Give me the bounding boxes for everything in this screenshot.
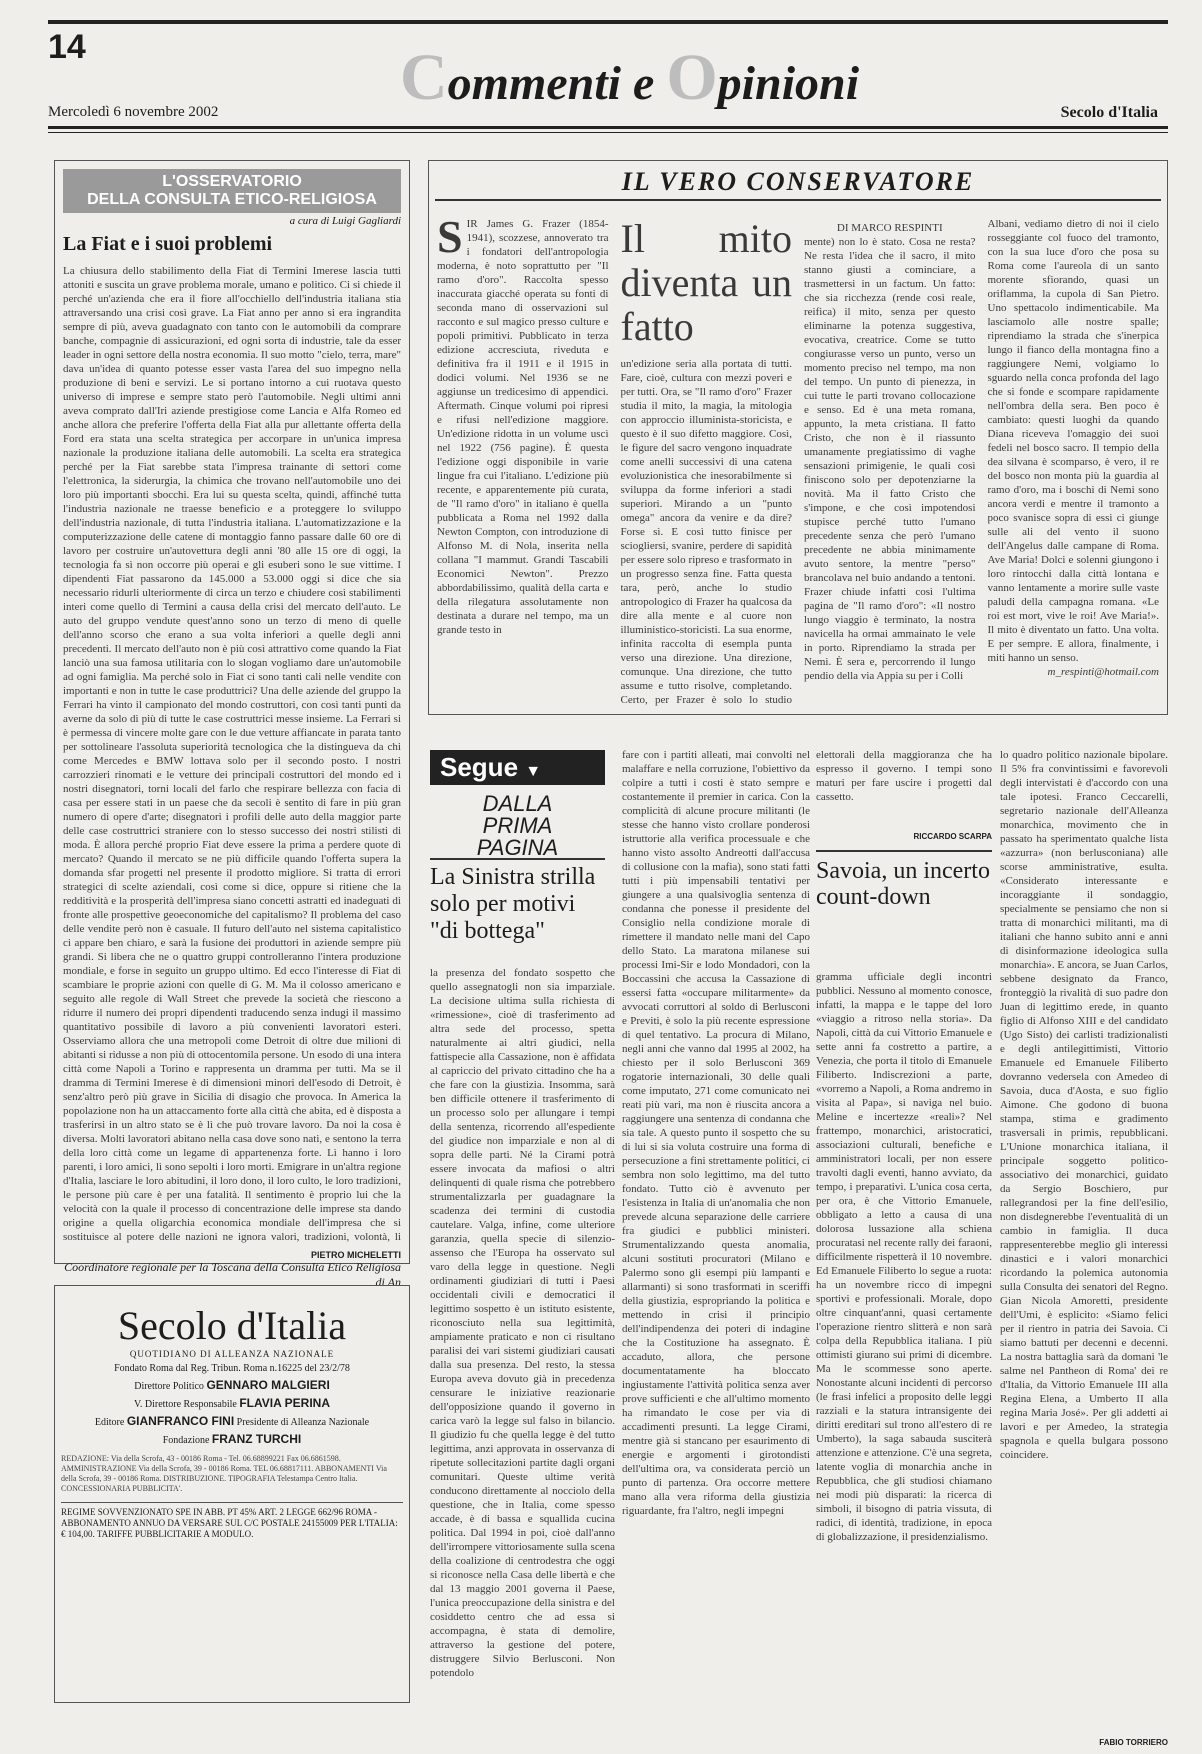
vero-email: m_respinti@hotmail.com xyxy=(1047,666,1159,678)
header-rule xyxy=(48,126,1168,129)
secolo-tagline: QUOTIDIANO DI ALLEANZA NAZIONALE xyxy=(129,1349,335,1359)
secolo-director-line xyxy=(61,1378,403,1392)
savoia-col-1: gramma ufficiale degli incontri pubblici. Nessuno al momento conosce, infatti, la mappa e le tappe del loro «viaggio a ritroso nella storia». Da Napoli, città da cui Vittorio Emanuele e sette anni fa costretto a partire, a Venezia, che porta il titolo di Emanuele Filiberto. Indiscrezioni a parte, «vorremo a Napoli, a Roma andremo in visita al Papa», si naviga nel buio. Meline e incertezze «reali»? Nel frattempo, monarchici, aristocratici, associazioni culturali, benefiche e amministratori locali, per non essere travolti dagli eventi, hanno avviato, da tempo, i preparativi. L'unica cosa certa, per ora, è che Vittorio Emanuele, obbligato a letto a causa di una dolorosa lussazione alla schiena procuratasi nel recente rally dei faraoni, difficilmente rispetterà il 10 novembre. Ed Emanuele Filiberto lo segue a ruota: ha un novembre ricco di impegni sportivi e professionali. Morale, dopo oltre cinquant'anni, quasi certamente l'operazione rientro slitterà e non sarà colpa della Repubblica italiana. I più ottimisti giurano sui primi di dicembre. Ma le scommesse sono aperte. Nonostante alcuni incidenti di percorso (le frasi infelici a proposito delle leggi razziali e la statura intransigente dei diritti ereditari sul trono all'estero di re Umberto), la saga sabauda susciterà attenzione e attenzione. C'è una segreta, latente voglia di monarchia anche in Repubblica, che gli studiosi chiamano nei modi più disparati: la ricerca di simboli, il bisogno di patria vissuta, di radici, di identità, tradizione, in epoca di globalizzazione, il presidenzialismo. xyxy=(816,971,992,1543)
drop-cap: S xyxy=(437,217,463,262)
vero-header: IL VERO CONSERVATORE xyxy=(435,167,1161,201)
section-title xyxy=(400,40,859,116)
secolo-founded: Fondato Roma dal Reg. Tribun. Roma n.16225 del 23/2/78 xyxy=(114,1363,350,1374)
vero-byline: DI MARCO RESPINTI xyxy=(836,222,943,234)
vero-col-4 xyxy=(988,217,1160,706)
secolo-masthead-box xyxy=(54,1285,410,1703)
vero-col-3-text: mente) non lo è stato. Cosa ne resta? Ne resta l'idea che il sacro, il mito stanno giusti a cominciare, a trasmettersi in un factum. Un fatto: che sia ricchezza (rende così reale, reifica) il mito, senza per questo eliminarne la potenza suggestiva, evocativa, creatrice. Come se tutto congiurasse verso un punto, verso un momento preciso nel tempo, ma non del tempo. Un punto di pienezza, in cui tutte le parti trovano collocazione e senso. Ed è una meta romana, appunto, la meta cristiana. Il fatto Cristo, che non è il riassunto umanamente pregiatissimo di vaghe sensazioni primigenie, le quali così finiscono solo per depotenziarne la novità. Ma il fatto Cristo che s'impone, e che così impotendosi stupisce perché tutto l'umano precedente senza che però l'umano precedente ne abbia minimamente avuto sentore, la mentre "perso" brancolava nel buio andando a tentoni. Frazer chiude infatti così l'ultima pagina de "Il ramo d'oro": «Il nostro lungo viaggio è terminato, la nostra navicella ha ormai ammainato le vele in porto. Riprendiamo la strada per Nemi. È sera e, percorrendo il lungo pendio della via Appia su per i Colli xyxy=(804,236,976,682)
secolo-editor-line xyxy=(61,1414,403,1428)
director-name: GENNARO MALGIERI xyxy=(206,1378,330,1392)
osservatorio-header-line2: DELLA CONSULTA ETICO-RELIGIOSA xyxy=(87,191,377,208)
secolo-name: Secolo d'Italia xyxy=(117,1303,347,1348)
sinistra-col-2: fare con i partiti alleati, mai convolti nel malaffare e nella corruzione, l'obiettivo da colpire a tutti i costi è stato sempre e costantemente il premier in carica. Con la complicità di alcune procure militanti (le stesse che hanno visto crollare ponderosi istruttorie alla verifica processuale e che hanno visto assolto Andreotti dall'accusa di collusione con la mafia), sono stati fatti tutti i più impensabili tentativi per giungere a una qualsivoglia sentenza di condanna che ponesse il presidente del Consiglio nella condizione morale di rimettere il mandato nelle mani del Capo dello Stato. La maratona milanese sui processi Imi-Sir e lodo Mondadori, con la Boccassini che accusa la Cassazione di essersi fatta «occupare militarmente» da avvocati corruttori al soldo di Berlusconi e Previti, è solo la più recente espressione di quel tentativo. La procura di Milano, negli anni che vanno dal 1995 al 2002, ha chiesto per il solo Berlusconi 369 rogatorie internazionali, 30 delle quali come imputato, 271 come comunicato nei reati più vari, ma non è riuscita ancora a raggiungere una sentenza di condanna che sia tale. A questo punto il sospetto che su di lui si sia voluta costruire una forma di persecuzione a fini strettamente politici, ci sembra non solo legittimo, ma del tutto fondato. Tutto ciò è avvenuto per l'esistenza in Italia di un'anomalia che non prevede alcuna separazione delle carriere fra giudici e pubblici ministeri. Strumentalizzando questa anomalia, alcuni sostituti procuratori (Milano e Palermo sono gli esempi più lampanti e allarmanti) si sono trasformati in sceriffi della giustizia, espropriando la politica e mettendo in crisi il principio dell'indipendenza dei poteri di indagine che la Costituzione ha assegnato. È accaduto, allora, che persone documentatamente ha bloccato ingiustamente l'attività politica senza aver prove sufficienti e che all'ultimo momento ha rimandato le cose per via di accadimenti presunti. La legge Cirami, mentre già si stancano per esaurimento di energie e argomenti i girotondisti dell'ultima ora, va considerata perciò un punto di partenza. Ora occorre mettere mano alla vera riforma della giustizia riguardante, fra l'altro, negli impegni xyxy=(622,749,810,1517)
section-word-1: ommenti e xyxy=(447,57,667,110)
vero-conservatore-box xyxy=(428,160,1168,715)
section-word-2: pinioni xyxy=(717,57,860,110)
dateline: Mercoledì 6 novembre 2002 xyxy=(48,104,219,120)
vero-col-1-text: IR James G. Frazer (1854-1941), scozzese, annoverato tra i fondatori dell'antropologia moderna, è noto soprattutto per "Il ramo d'oro". Raccolta spesso inaccurata giacché operata su fonti di seconda mano di osservazioni sul racconto e sul magico presso culture e popoli primitivi. Pubblicato in terza edizione accresciuta, riveduta e definitiva fra il 1911 e il 1915 in dodici volumi. Nel 1936 se ne aggiunse un tredicesimo di appendici. Aftermath. Cinque volumi poi ripresi e rifusi nell'edizione maggiore. Un'edizione ridotta in un volume uscì nel 1922 (756 pagine). È questa l'edizione oggi disponibile in varie lingue fra cui l'italiano. L'edizione più recente, e apparentemente più curata, de "Il ramo d'oro" in italiano è quella pubblicata a Roma nel 1992 dalla Newton Compton, con introduzione di Alfonso M. di Nola, inserita nella collana "I mammut. Grandi Tascabili Economici Newton". Prezzo abbordabilissimo, qualità della carta e della rilegatura assolutamente non destinata a durare nel tempo, ma un grande testo in xyxy=(437,218,609,636)
editor-label: Editore xyxy=(94,1417,125,1428)
osservatorio-curator: a cura di Luigi Gagliardi xyxy=(289,215,401,227)
sinistra-title: La Sinistra strilla solo per motivi "di bottega" xyxy=(430,858,605,945)
secolo-vice-line xyxy=(61,1396,403,1410)
vice-name: FLAVIA PERINA xyxy=(239,1396,331,1410)
foundation-name: FRANZ TURCHI xyxy=(211,1432,302,1446)
dalla-line2: PRIMA xyxy=(482,813,553,838)
secolo-price-info: REGIME SOVVENZIONATO SPE IN ABB. PT 45% ART. 2 LEGGE 662/96 ROMA - ABBONAMENTO ANNUO DA VERSARE SUL C/C POSTALE 24155009 PER L'ITALIA: € 104,00. TARIFFE PUBBLICITARIE A MODULO. xyxy=(61,1502,403,1540)
header-rule-thin xyxy=(48,132,1168,133)
osservatorio-title: La Fiat e i suoi problemi xyxy=(63,233,273,255)
section-cap-o: O xyxy=(666,41,718,114)
osservatorio-signature-role: Coordinatore regionale per la Toscana della Consulta Etico Religiosa di An xyxy=(64,1260,401,1289)
dalla-prima-pagina xyxy=(430,793,605,859)
secolo-fine-print: REDAZIONE: Via della Scrofa, 43 - 00186 Roma - Tel. 06.68899221 Fax 06.6861598. AMMINISTRAZIONE Via della Scrofa, 39 - 00186 Roma. TEL 06.68817111. ABBONAMENTI Via della Scrofa, 39 - 00186 Roma. DISTRIBUZIONE. TIPOGRAFIA Telestampa Centro Italia. CONCESSIONARIA PUBBLICITA'. xyxy=(61,1454,387,1493)
director-label: Direttore Politico xyxy=(134,1381,204,1392)
masthead-small: Secolo d'Italia xyxy=(1060,104,1158,121)
vero-col-3 xyxy=(804,217,976,706)
osservatorio-header xyxy=(63,169,401,213)
secolo-foundation-line xyxy=(61,1432,403,1446)
sinistra-col-1: la presenza del fondato sospetto che quello assegnatogli non sia imparziale. La decisione ultima sulla richiesta di «rimessione», cioè di trasferimento ad altra sede del processo, spetta naturalmente ai altri giudici, nella fattispecie alla Cassazione, non è affidata al capriccio del privato cittadino che ha a che fare con la giustizia. Insomma, sarà ben difficile ottenere il trasferimento di un processo solo per allungare i tempi della sentenza, ricorrendo all'espediente del giudice non imparziale e non al di sopra delle parti. Né la Cirami potrà essere invocata da mafiosi o altri delinquenti di quale risma che potrebbero strumentalizzarla per guadagnare la scadenza dei termini di custodia cautelare. Valga, infine, come ulteriore garanzia, quella specie di silenzio-assenso che l'Europa ha osservato sul varo della legge in questione. Negli ordinamenti giudiziari di tutti i Paesi occidentali civili e democratici il legittimo sospetto è un istituto esistente, riconosciuto nella sua legittimità, ampiamente praticato e non ci risultano paralisi dei vari sistemi giudiziari causati dalla sua presenza. Del resto, la stessa Europa aveva dovuto già in precedenza censurare le iniziative reazionarie dell'opposizione quando il governo in carica varò la legge sul falso in bilancio. Il giudizio fu che quella legge è del tutto legittima, anzi approvata in osservanza di ripetute sollecitazioni partite dagli organi comunitari. Queste ultime verità conducono direttamente al nocciolo della questione, che in Italia, come spesso accade, è di bassa e squallida cucina politica. Dal 1994 in poi, cioè dall'anno dell'irrompere vittoriosamente sulla scena della coalizione di centrodestra che oggi si riconosce nella Casa delle libertà e che dal 13 maggio 2001 governa il Paese, l'unica preoccupazione della sinistra e del cosiddetto centro che ad essa si accompagna, è stata di demolire, attraverso la gestione del potere, distruggere Silvio Berlusconi. Non potendolo xyxy=(430,967,615,1679)
savoia-col-2: lo quadro politico nazionale bipolare. Il 5% fra convintissimi e favorevoli degli intervistati è d'accordo con una tale ipotesi. Franco Ceccarelli, segretario nazionale dell'Alleanza monarchica, movimento che in passato ha sperimentato qualche lista «azzurra» (non berlusconiana) alle scorse amministrative, esulta. «Considerato interessante e incoraggiante il sondaggio, specialmente se pensiamo che non si tratta di monarchici militanti, ma di italiani che hanno subito anni e anni di disinformazione ideologica sulla monarchia». E ancora, se Juan Carlos, sebbene designato da Franco, fronteggiò la rivalità di suo padre don Juan di legittimo erede, in quanto figlio di Alfonso XIII e del candidato (Ugo Sisto) dei carlisti tradizionalisti e degli antilegittimisti, Vittorio Emanuele ed Emanuele Filiberto dovranno vedersela con Amedeo di Savoia, duca d'Aosta, e suo figlio Aimone. Che godono di buona stampa, stima e gradimento trasversali in primis, repubblicani. L'Unione monarchica italiana, il principale soggetto politico-associativo dei monarchici, guidato da Sergio Boschiero, pur rallegrandosi per la fine dell'esilio, non disdegnerebbe l'eventualità di un cambio in famiglia. Il duca rappresenterebbe meglio gli interessi dinastici e i valori monarchici ricordando la polemica autonomia sulla Consulta dei senatori del Regno. Gian Nicola Amoretti, presidente dell'Umi, è esplicito: «Siamo felici per il rientro in patria dei Savoia. Ci siamo battuti per decenni e decenni. La nostra battaglia sarà da domani 'le salme nel Pantheon di Roma' dei re d'Italia, da Vittorio Emanuele III alla Regina Elena, a Umberto II alla regina Maria José». Per gli addetti ai lavori e per Amedeo, la strategia spagnola e quella bulgara possono coincidere. xyxy=(1000,749,1168,1461)
page-number: 14 xyxy=(48,28,86,66)
vero-col-4-text: Albani, vediamo dietro di noi il cielo rosseggiante col fuoco del tramonto, con la sua luce d'oro che posa su Roma come l'aureola di un santo morente sfiorando, quasi un oriflamma, la cupola di San Pietro. Uno spettacolo indimenticabile. Ma lasciamolo alle nostre spalle; riprendiamo la strada che s'inerpica lungo il fianco della montagna fino a raggiungere Nemi, volgiamo lo sguardo nella conca profonda del lago che si fonde e scompare rapidamente nell'ombra della sera. Ben poco è cambiato: questi luoghi da quando Diana riceveva l'omaggio dei suoi fedeli nel bosco sacro. Il tempio della dea silvana è scomparso, è vero, il re del bosco non monta più la guardia al ramo d'oro, ma i boschi di Nemi sono ancora verdi e mentre il tramonto a poco svanisce sopra di essi ci giunge sulle ali del vento il suono dell'Angelus dalle campane di Roma. Ave Maria! Dolci e solenni giungono i loro rintocchi dalla città lontana e vanno lentamente a morire sulle vaste paludi della campagna romana. «Le roi est mort, vive le roi! Ave Maria!». Il mito è diventato un fatto. Una volta. E per sempre. E allora, finalmente, i miti hanno un senso. xyxy=(987,218,1159,664)
sinistra-col-3: elettorali della maggioranza che ha espresso il governo. I tempi sono maturi per fare uscire i progetti dal cassetto. xyxy=(816,749,992,803)
vice-label: V. Direttore Responsabile xyxy=(133,1399,237,1410)
dalla-line1: DALLA xyxy=(482,791,553,816)
dalla-line3: PAGINA xyxy=(476,835,559,860)
savoia-signature: FABIO TORRIERO xyxy=(1099,1738,1168,1747)
vero-columns xyxy=(437,217,1159,706)
osservatorio-signature: PIETRO MICHELETTI xyxy=(311,1250,401,1260)
segue-tag xyxy=(430,750,605,785)
editor-name: GIANFRANCO FINI xyxy=(126,1414,235,1428)
sinistra-signature: RICCARDO SCARPA xyxy=(913,832,992,841)
osservatorio-header-line1: L'OSSERVATORIO xyxy=(162,173,302,190)
segue-label: Segue xyxy=(440,752,519,782)
osservatorio-box xyxy=(54,160,410,1289)
vero-title: Il mito diventa un fatto xyxy=(620,217,792,349)
top-rule xyxy=(48,20,1168,24)
editor-role: Presidente di Alleanza Nazionale xyxy=(236,1417,370,1428)
arrow-down-icon: ▼ xyxy=(525,763,542,780)
vero-col-2 xyxy=(621,217,793,706)
vero-col-2-text: un'edizione seria alla portata di tutti. Fare, cioè, cultura con mezzi poveri e per tutti. Ora, se "Il ramo d'oro" Frazer studia il mito, la magia, la mitologia con approccio illuminista-storicista, e questo è il suo difetto maggiore. Così, le figure del sacro vengono inquadrate come anelli successivi di una catena evoluzionistica che inesorabilmente si sviluppa da forme inferiori a stadi superiori. Mirando a un "punto omega" ancora da venire e da dire? Forse sì. E così tutto finisce per sciogliersi, svanire, perdere di sapidità per essere solo ripreso e trasformato in un progresso senza fine. Fatta questa tara, però, anche lo studio antropologico di Frazer ha qualcosa da dire alla mente e al cuore non illuministico-storicisti. La sua enorme, infinita raccolta di esempla punta verso una direzione. Una direzione, comunque. Una direzione, che tutto assume e tutto risolve, completando. Certo, per Frazer è solo lo studio xyxy=(620,358,792,706)
vero-col-1 xyxy=(437,217,609,706)
foundation-label: Fondazione xyxy=(162,1435,210,1446)
section-cap-c: C xyxy=(400,41,448,114)
savoia-title: Savoia, un incerto count-down xyxy=(816,850,992,910)
osservatorio-body: La chiusura dello stabilimento della Fiat di Termini Imerese lascia tutti attoniti e suscita un grave problema morale, umano e politico. Ci si chiede il perché un'azienda che era il fiore all'occhiello dell'industria italiana stia attraversando una crisi così grave. La Fiat anno per anno si era ingrandita sempre di più, aveva guadagnato con tanto con le automobili da comprare banche, compagnie di assicurazioni, ed ogni sorta di industrie, tale da esser leader in ogni settore della nostra economia. Il suo motto "cielo, terra, mare" dava un'idea di quanto potesse esser vasta l'area del suo impegno nella produzione di beni e servizi. Le si portano intorno a cui ruotava questo universo di imprese e sempre stato però l'automobile. Negli ultimi anni aveva comprato dall'Iri aziende prestigiose come Lancia e Alfa Romeo ed anche allora che preferire l'offerta della Fiat alla pur allettante offerta della Ford era stata una scelta strategica per accorpare in un'unica impresa nazionale la produzione italiana delle automobili. La scelta era strategica perché per la Fiat sarebbe stata l'impresa trainante di settori come l'elettronica, la siderurgia, la chimica che trovano nell'automobile uno dei loro più importanti sbocchi. Era lui su questa scelta, quindi, affinché tutta l'industria nazionale ne traesse beneficio e a proteggere lo sviluppo dell'industria nazionale, di tutta l'industria italiana. L'automatizzazione e la computerizzazione delle catene di montaggio fanno passare dalle 60 ore di lavoro per costruire un'autovettura degli anni '80 alle 15 ore di oggi, la tecnologia fa sì non occorre più operai e gli esuberi sono le sue vittime. I dipendenti Fiat passarono da 145.000 a 53.000 oggi si dice che sia necessario ridurli ulteriormente di circa un terzo e chiudere così stabilimenti interi come quello di Termini a causa della crisi del mercato dell'auto. Le auto del gruppo vendute quest'anno sono un terzo di meno di quelle dell'anno scorso che erano a sua volta inferiori a quelle degli anni precedenti. Il mercato dell'auto non è più così attrattivo come quando la Fiat lanciò una sua famosa utilitaria con lo slogan vogliamo dare un'automobile ad ogni famiglia. Ma perché solo in Fiat ci sono tanti cali nelle vendite con importanti e non in tutte le case produttrici? Una delle aziende del gruppo la Ferrari ha vinto il campionato del mondo costruttori, con così tanti punti da averne da solo di più di tutte le case costruttrici messe insieme. La Ferrari si è permessa di vincere molte gare con le due vetture affiancate in parata tanto per sottolineare l'assoluta superiorità tecnologica che la distingueva da chi come Mercedes e BMW lottava solo per il secondo posto. I nostri carrozzieri rinomati e le vetture dei principali costruttori del mondo ed i nostri disegnatori, torni locali del farlo che respirare bellezza con facia di casa per essere stati in un paese che da secoli è sentito di fare in più gran numero di opere d'arte; disegnatori i profili delle auto della maggior parte delle case costruttrici straniere con lo stesso successo dei nostri stilisti di moda. È allora perché proprio Fiat deve essere la prima a perdere quote di mercato? Quando il mercato se ne più difficile quando l'offerta supera la domanda sfar progetti nel presente il prodotto migliore. Si tratta di errori strategici di scelte aziendali, così come si dice, oppure si ritiene che la redditività e la prosperità dell'impresa siano concetti astratti ed inadeguati di fronte alle prospettive geoeconomiche del capitalismo? Il problema del caso delle vendite però non è casuale. Il futuro dell'auto nel sistema capitalistico ci appare ben chiaro, e sarà la fusione dei produttori in aziende sempre più grandi. Si libera che ne o quattro gruppi controlleranno l'intera produzione mondiale, e forse in seguito un gruppo ultimo. Ed ecco l'interesse di Fiat di scambiare le proprie azioni con quelle di G. M. Ma il colosso americano e seguito alle regole di Wall Street che prevede la società che riescono a ridurre il numero dei propri dipendenti traducendo senza indugi il massimo quantitativo possibile di lavoro a più convenienti lavoratori esteri. Osserviamo allora che una metropoli come Detroit di oltre due milioni di abitanti si ridusse a non più di ottocentomila persone. Un esodo di una intera città come Napoli a Torino e rappresenta un dramma per tutti. Ma se il dramma di Termini Imerese è di dimensioni minori dell'esodo di Detroit, è senz'altro però più grave in Sicilia di disagio che provoca. In America la popolazione non ha un attaccamento forte alla città che abita, ed è disposta a trasferirsi in un altro stato se è lì che può trovare lavoro. Da noi la cosa è diversa. Molti lavoratori abitano nella casa dove sono nati, e sentono la terra della loro città come un legame di appartenenza forte. Lì hanno i loro parenti, i loro amici, lì sono sepolti i loro morti. Emigrare in un'altra regione d'Italia, lasciare le loro abitudini, il loro dono, il loro culto, le loro tradizioni, le persone più care è per una fatalità. Il sentimento è proprio lui che la velocità con la quale il processo di concentrazione delle imprese sta dando origine a quella oligarchia economica mondiale dell'impresa che si sostituisce al potere delle nazioni ne ignora valori, tradizioni, volontà, li xyxy=(63,265,401,1243)
